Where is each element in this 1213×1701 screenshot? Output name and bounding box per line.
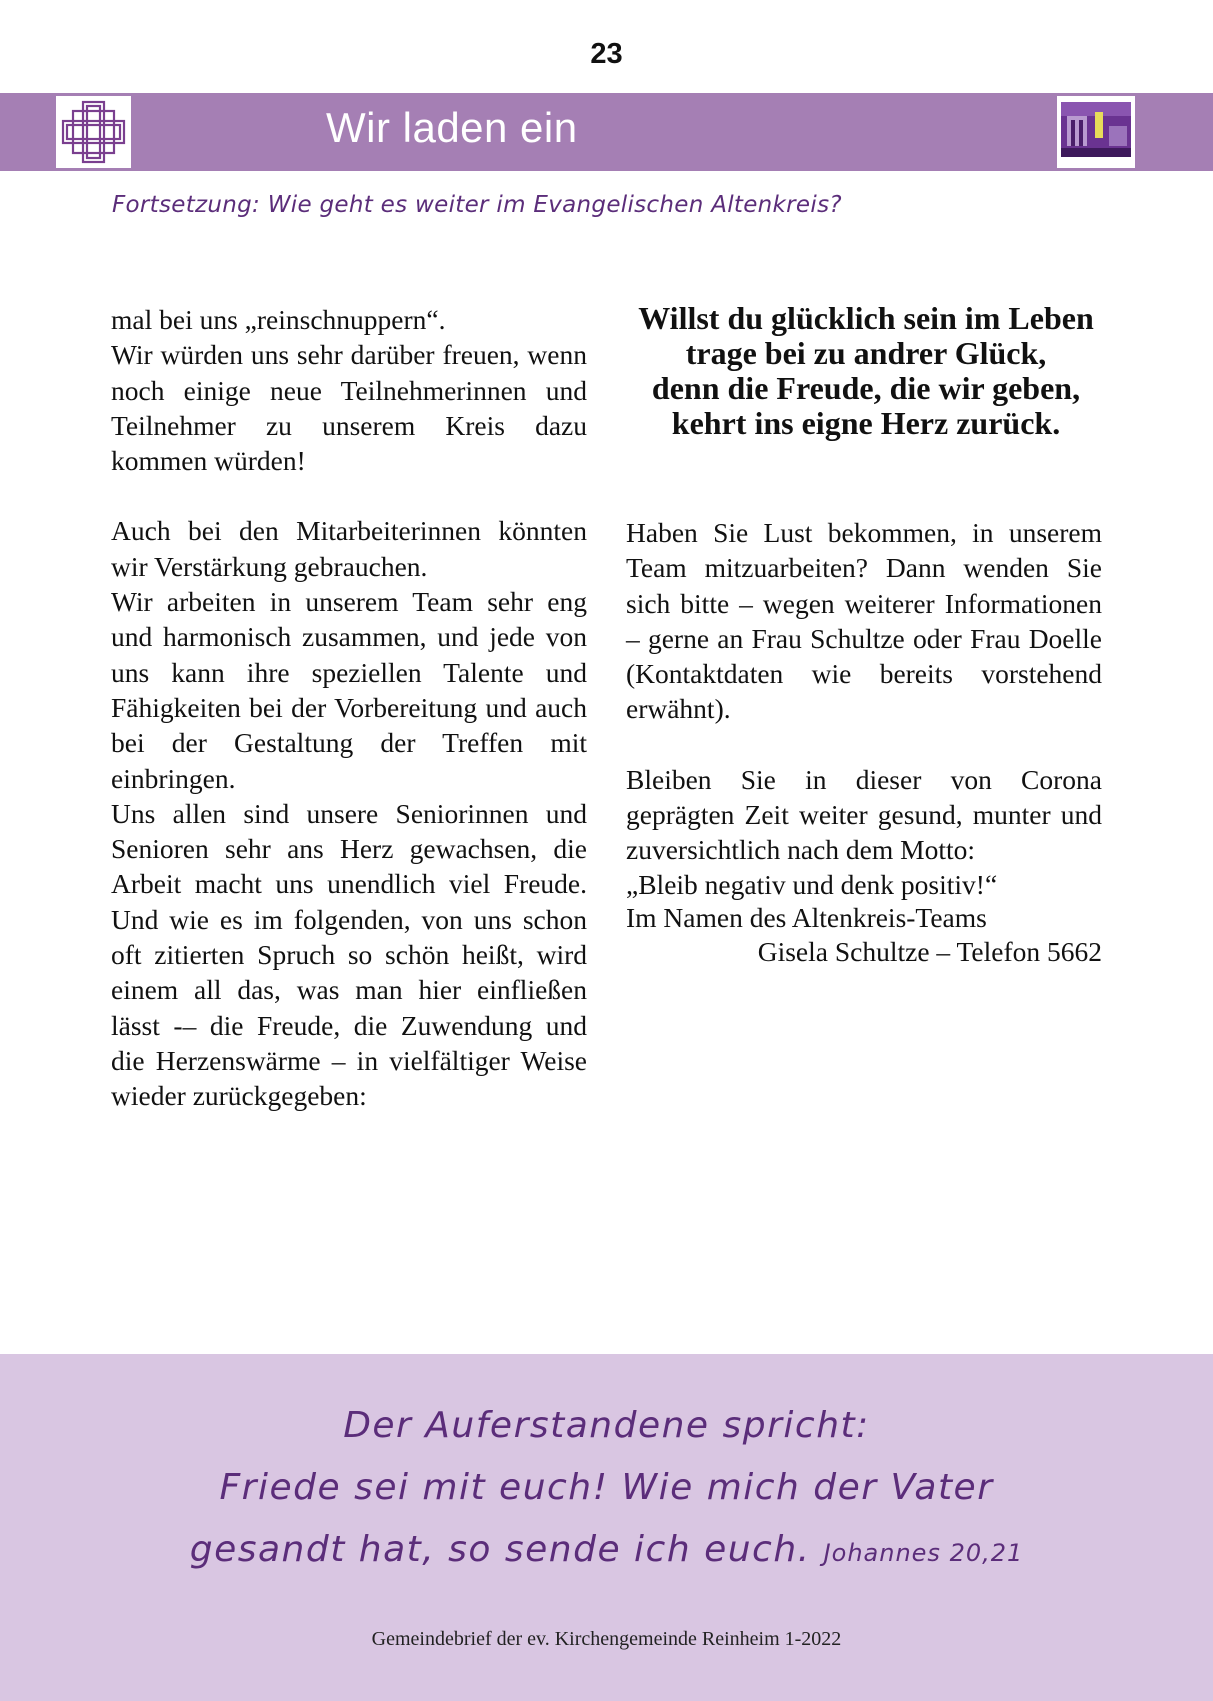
verse-reference: Johannes 20,21 bbox=[823, 1539, 1024, 1567]
paragraph: Uns allen sind unsere Seniorinnen und Senioren sehr ans Herz gewachsen, die Arbeit macht uns unendlich viel Freude. Und wie es im folgenden, von uns schon oft zitierten Spruch so schön heißt, wird einem all das, was man hier einfließen lässt -– die Freude, die Zuwendung und die Herzenswärme – in vielfältiger Weise wieder zurückgegeben: bbox=[111, 797, 587, 1112]
section-subtitle: Fortsetzung: Wie geht es weiter im Evangelischen Altenkreis? bbox=[112, 192, 842, 218]
paragraph: mal bei uns „reinschnuppern“. bbox=[111, 304, 446, 335]
paragraph: Haben Sie Lust bekommen, in unserem Team mitzuarbeiten? Dann wenden Sie sich bitte – wegen weiterer Informationen – gerne an Frau Schultze oder Frau Doelle (Kontaktdaten wie bereits vorstehend erwähnt). bbox=[626, 517, 1102, 725]
paragraph: Auch bei den Mitarbeiterinnen könnten wir Verstärkung gebrauchen. bbox=[111, 515, 587, 582]
verse-line: gesandt hat, so sende ich euch. bbox=[189, 1529, 811, 1570]
page-number: 23 bbox=[590, 38, 623, 70]
purple-church-photo-icon bbox=[1057, 96, 1135, 168]
quote-line: Willst du glücklich sein im Leben bbox=[638, 300, 1094, 336]
paragraph: Wir arbeiten in unserem Team sehr eng und harmonisch zusammen, und jede von uns kann ihre speziellen Talente und Fähigkeiten bei der Vorbereitung und auch bei der Gestaltung der Treffen mit einbringen. bbox=[111, 586, 587, 794]
paragraph: Wir würden uns sehr darüber freuen, wenn noch einige neue Teilnehmerinnen und Teilnehmer zu unserem Kreis dazu kommen würden! bbox=[111, 339, 587, 477]
paragraph: Bleiben Sie in dieser von Corona geprägten Zeit weiter gesund, munter und zuversichtlich nach dem Motto: bbox=[626, 763, 1102, 866]
signoff: Im Namen des Altenkreis-Teams bbox=[626, 901, 987, 933]
verse-line: Friede sei mit euch! Wie mich der Vater bbox=[219, 1467, 994, 1508]
left-column bbox=[111, 302, 587, 1114]
poem-quote bbox=[620, 301, 1112, 441]
verse-line-3 bbox=[0, 1519, 1213, 1584]
section-title: Wir laden ein bbox=[326, 104, 578, 151]
bible-verse bbox=[0, 1395, 1213, 1584]
quote-line: kehrt ins eigne Herz zurück. bbox=[671, 405, 1061, 441]
motto: „Bleib negativ und denk positiv!“ bbox=[626, 868, 998, 900]
paragraph-gap bbox=[111, 478, 587, 513]
page-footer: Gemeindebrief der ev. Kirchengemeinde Reinheim 1-2022 bbox=[371, 1628, 842, 1650]
quote-line: trage bei zu andrer Glück, bbox=[685, 335, 1047, 371]
quote-line: denn die Freude, die wir geben, bbox=[651, 370, 1081, 406]
paragraph-gap bbox=[626, 727, 1102, 762]
church-cross-logo-icon bbox=[56, 96, 131, 168]
header-band bbox=[0, 93, 1213, 171]
signature: Gisela Schultze – Telefon 5662 bbox=[757, 935, 1102, 967]
verse-line: Der Auferstandene spricht: bbox=[343, 1405, 870, 1446]
right-column bbox=[626, 515, 1102, 970]
